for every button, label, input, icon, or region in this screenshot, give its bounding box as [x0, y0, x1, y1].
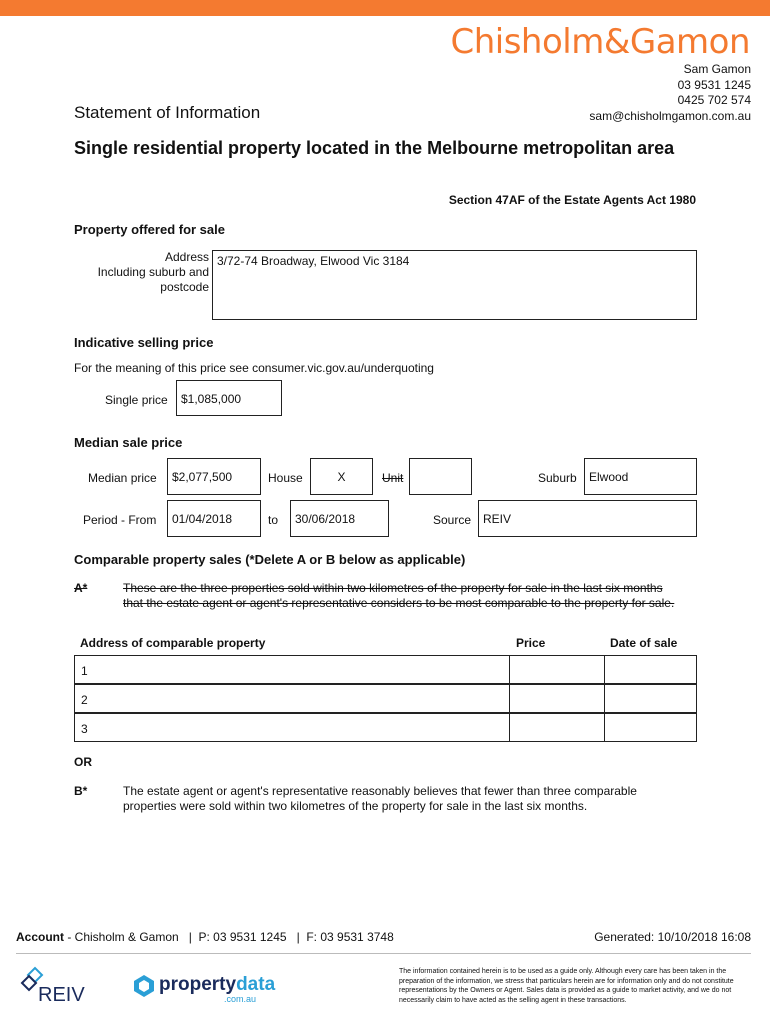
agency-logo: Chisholm&Gamon: [450, 22, 750, 62]
suburb-label: Suburb: [538, 471, 577, 485]
reiv-logo: REIV: [38, 984, 85, 1006]
option-b-text: The estate agent or agent's representative reasonably believes that fewer than three comparable properties were sold within two kilometres of the property for sale in the last six months.: [123, 784, 637, 813]
median-heading: Median sale price: [74, 435, 183, 450]
underquoting-note: For the meaning of this price see consumer.vic.gov.au/underquoting: [74, 361, 434, 375]
generated-timestamp: Generated: 10/10/2018 16:08: [594, 930, 751, 944]
or-separator: OR: [74, 755, 92, 769]
agent-name: Sam Gamon: [683, 62, 751, 76]
suburb-field[interactable]: Elwood: [584, 458, 697, 495]
brand-bar: [0, 0, 770, 16]
row-address-cell[interactable]: 1: [75, 656, 510, 683]
agent-contact: [589, 62, 751, 124]
col-date-header: Date of sale: [610, 636, 678, 650]
single-price-field[interactable]: $1,085,000: [176, 380, 282, 416]
median-price-field[interactable]: $2,077,500: [167, 458, 261, 495]
source-label: Source: [433, 513, 472, 527]
propertydata-icon: [132, 974, 156, 998]
account-info: Account - Chisholm & Gamon | P: 03 9531 1245 | F: 03 9531 3748: [16, 930, 394, 944]
comparable-heading: Comparable property sales (*Delete A or B below as applicable): [74, 552, 466, 567]
unit-label: Unit: [382, 471, 404, 485]
row-price-cell[interactable]: [510, 714, 605, 741]
agent-mobile: 0425 702 574: [677, 93, 751, 107]
row-price-cell[interactable]: [510, 685, 605, 712]
col-price-header: Price: [516, 636, 546, 650]
median-price-label: Median price: [88, 471, 157, 485]
col-address-header: Address of comparable property: [80, 636, 266, 650]
row-date-cell[interactable]: [605, 685, 696, 712]
table-row: [74, 713, 697, 742]
period-from-label: Period - From: [83, 513, 157, 527]
period-to-field[interactable]: 30/06/2018: [290, 500, 389, 537]
single-price-label: Single price: [105, 393, 168, 407]
agent-phone: 03 9531 1245: [677, 77, 751, 92]
section-reference: Section 47AF of the Estate Agents Act 1980: [448, 193, 696, 207]
row-date-cell[interactable]: [605, 714, 696, 741]
row-address-cell[interactable]: 2: [75, 685, 510, 712]
option-a-label: A*: [74, 581, 88, 595]
agent-email[interactable]: sam@chisholmgamon.com.au: [589, 108, 751, 123]
address-label: Address Including suburb and postcode: [97, 250, 209, 294]
footer-divider: [16, 953, 751, 954]
table-row: [74, 684, 697, 713]
statement-title: Statement of Information: [74, 103, 261, 122]
property-heading: Property offered for sale: [74, 222, 225, 237]
house-checkbox[interactable]: X: [310, 458, 373, 495]
house-label: House: [268, 471, 303, 485]
table-row: [74, 655, 697, 684]
row-address-cell[interactable]: 3: [75, 714, 510, 741]
indicative-heading: Indicative selling price: [74, 335, 214, 350]
disclaimer-text: The information contained herein is to be used as a guide only. Although every care has been taken in the preparation of the information, we stress that particulars herein are for information only and do not constitute representations by the Owners or Agent. Sales data is provided as a guide to market activity, and we do not necessarily claim to have acted as the selling agent in these transactions.: [399, 968, 734, 1004]
option-b-label: B*: [74, 784, 88, 798]
row-date-cell[interactable]: [605, 656, 696, 683]
period-to-label: to: [268, 513, 279, 527]
period-from-field[interactable]: 01/04/2018: [167, 500, 261, 537]
address-field[interactable]: 3/72-74 Broadway, Elwood Vic 3184: [212, 250, 697, 320]
unit-checkbox[interactable]: [409, 458, 472, 495]
option-a-text: These are the three properties sold within two kilometres of the property for sale in the last six months that the estate agent or agent's representative considers to be most comparable to the property for sale.: [123, 581, 675, 610]
source-field[interactable]: REIV: [478, 500, 697, 537]
row-price-cell[interactable]: [510, 656, 605, 683]
page-title: Single residential property located in the Melbourne metropolitan area: [74, 138, 675, 158]
